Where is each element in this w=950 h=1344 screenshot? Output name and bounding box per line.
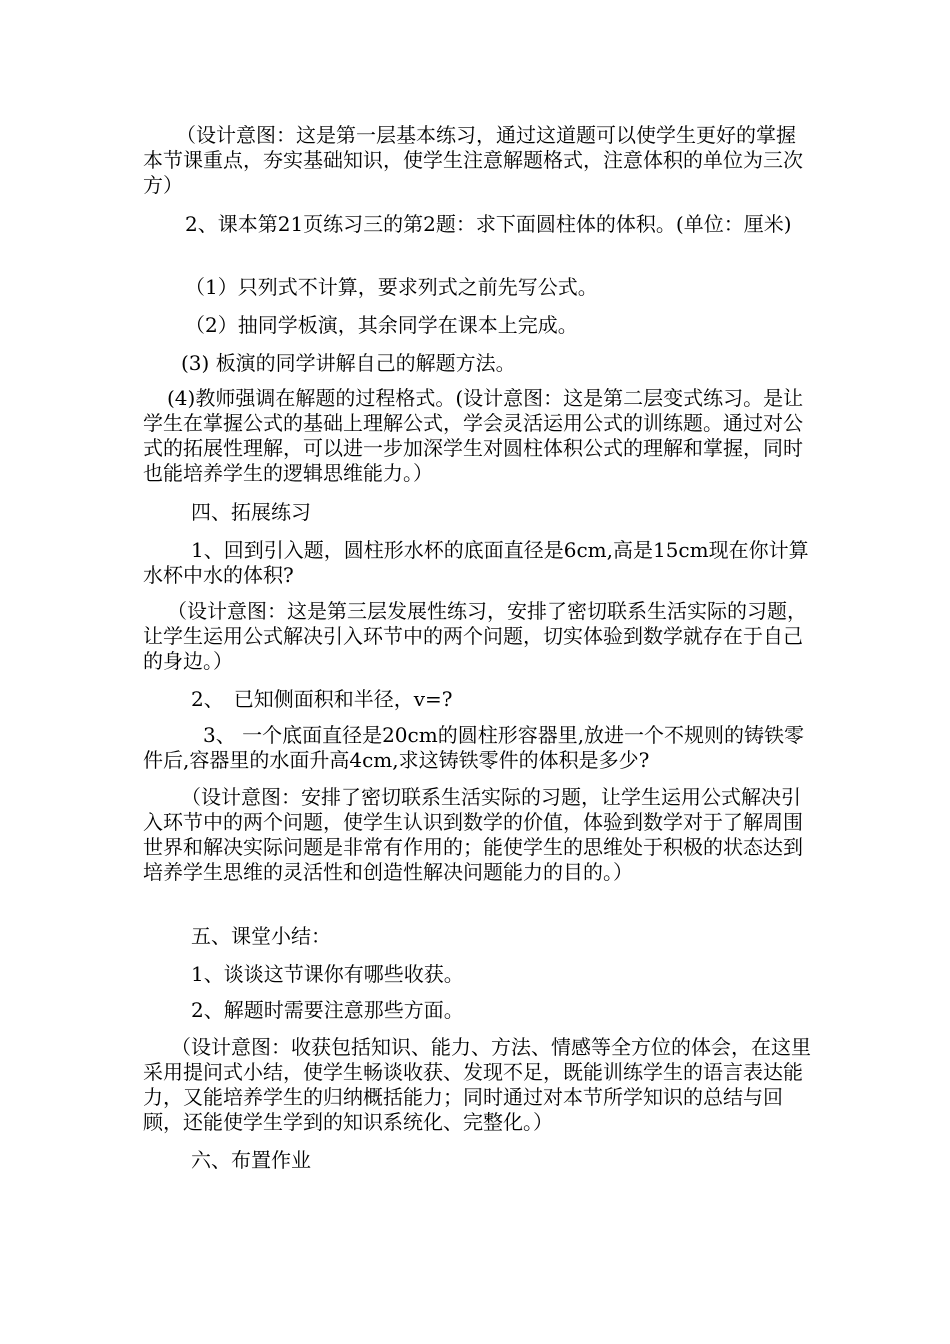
paragraph-exercise-2: 2、课本第21页练习三的第2题：求下面圆柱体的体积。(单位：厘米): [185, 212, 792, 236]
paragraph-design-intent-3: （设计意图：这是第三层发展性练习，安排了密切联系生活实际的习题，让学生运用公式解决引入环节中的两个问题，切实体验到数学就存在于自己的身边。）: [143, 599, 807, 673]
paragraph-step-4: (4)教师强调在解题的过程格式。(设计意图：这是第二层变式练习。是让学生在掌握公式的基础上理解公式，学会灵活运用公式的训练题。通过对公式的拓展性理解，可以进一步加深学生对圆柱体积公式的理解和掌握，同时也能培养学生的逻辑思维能力。）: [143, 386, 804, 485]
paragraph-extension-2: 2、 已知侧面积和半径，v=?: [191, 687, 453, 711]
paragraph-summary-1: 1、谈谈这节课你有哪些收获。: [191, 962, 464, 986]
paragraph-extension-3: 3、 一个底面直径是20cm的圆柱形容器里,放进一个不规则的铸铁零件后,容器里的水面升高4cm,求这铸铁零件的体积是多少?: [143, 723, 805, 772]
section-heading-summary: 五、课堂小结：: [191, 924, 331, 948]
paragraph-step-1: （1）只列式不计算，要求列式之前先写公式。: [185, 275, 598, 299]
paragraph-step-2: （2）抽同学板演，其余同学在课本上完成。: [185, 313, 578, 337]
paragraph-summary-2: 2、解题时需要注意那些方面。: [191, 998, 464, 1022]
paragraph-step-3: (3) 板演的同学讲解自己的解题方法。: [181, 351, 516, 375]
section-heading-extension: 四、拓展练习: [191, 500, 311, 524]
paragraph-design-intent-5: （设计意图：收获包括知识、能力、方法、情感等全方位的体会，在这里采用提问式小结，使学生畅谈收获、发现不足，既能训练学生的语言表达能力，又能培养学生的归纳概括能力；同时通过对本节所学知识的总结与回顾，还能使学生学到的知识系统化、完整化。）: [143, 1035, 811, 1134]
paragraph-design-intent-1: （设计意图：这是第一层基本练习，通过这道题可以使学生更好的掌握本节课重点，夯实基础知识，使学生注意解题格式，注意体积的单位为三次方）: [143, 123, 803, 197]
paragraph-design-intent-4: （设计意图：安排了密切联系生活实际的习题，让学生运用公式解决引入环节中的两个问题，使学生认识到数学的价值，体验到数学对于了解周围世界和解决实际问题是非常有作用的；能使学生的思维处于积极的状态达到培养学生思维的灵活性和创造性解决问题能力的目的。）: [143, 785, 803, 884]
paragraph-extension-1: 1、回到引入题，圆柱形水杯的底面直径是6cm,高是15cm现在你计算水杯中水的体积?: [143, 538, 809, 587]
section-heading-homework: 六、布置作业: [191, 1148, 311, 1172]
